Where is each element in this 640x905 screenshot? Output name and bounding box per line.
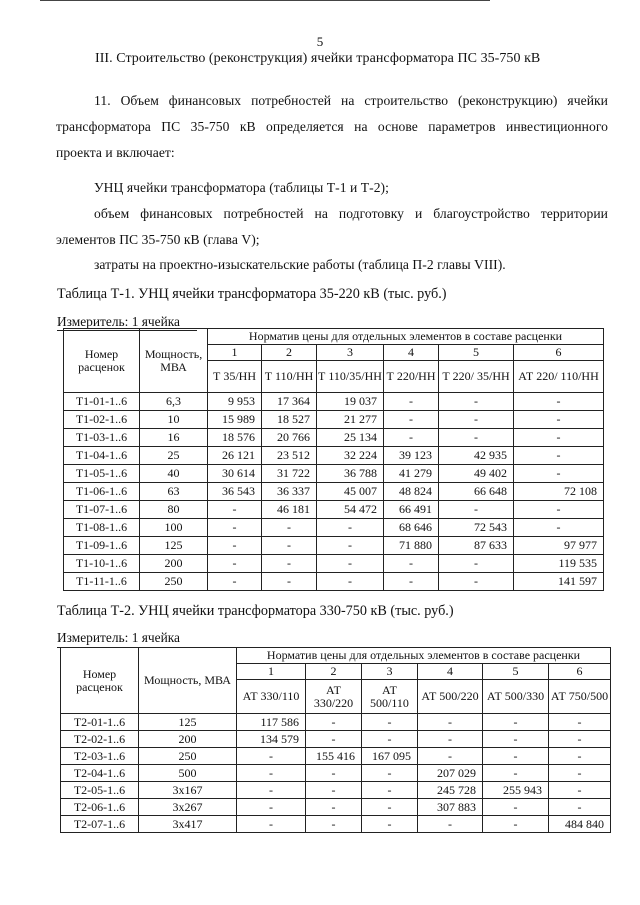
table2-header-power: Мощность, МВА <box>139 648 237 714</box>
table1-caption: Таблица Т-1. УНЦ ячейки трансформатора 35-220 кВ (тыс. руб.) <box>57 286 447 302</box>
table2-header-number: Номер расценок <box>61 648 139 714</box>
table2-col-index: 1 <box>237 664 306 680</box>
table1-unit: Измеритель: 1 ячейка <box>57 314 180 329</box>
price-cell: - <box>418 714 483 731</box>
rate-code-cell: Т1-02-1..6 <box>64 411 140 429</box>
price-cell: - <box>439 429 514 447</box>
power-cell: 125 <box>140 537 208 555</box>
price-cell: 36 788 <box>317 465 384 483</box>
rate-code-cell: Т2-05-1..6 <box>61 782 139 799</box>
price-cell: 54 472 <box>317 501 384 519</box>
price-cell: 18 527 <box>262 411 317 429</box>
list-item-2-line-1: объем финансовых потребностей на подготовку и благоустройство территории <box>94 206 608 221</box>
power-cell: 200 <box>140 555 208 573</box>
price-cell: 72 108 <box>514 483 604 501</box>
table1-col-type: АТ 220/ 110/НН <box>514 361 604 393</box>
price-cell: - <box>306 731 362 748</box>
table1-col-type: Т 220/НН <box>384 361 439 393</box>
price-cell: 245 728 <box>418 782 483 799</box>
rate-code-cell: Т1-03-1..6 <box>64 429 140 447</box>
table-row <box>64 555 604 573</box>
rate-code-cell: Т1-01-1..6 <box>64 393 140 411</box>
price-cell: - <box>384 393 439 411</box>
rate-code-cell: Т2-03-1..6 <box>61 748 139 765</box>
price-cell: - <box>418 748 483 765</box>
top-border-line <box>40 0 490 1</box>
list-item-3: затраты на проектно-изыскательские работы (таблица П-2 главы VIII). <box>94 257 506 272</box>
price-cell: - <box>384 411 439 429</box>
price-cell: - <box>384 555 439 573</box>
table-row <box>64 447 604 465</box>
price-cell: - <box>208 501 262 519</box>
price-cell: - <box>418 816 483 833</box>
power-cell: 16 <box>140 429 208 447</box>
list-item-1: УНЦ ячейки трансформатора (таблицы Т-1 и Т-2); <box>94 180 389 195</box>
table2-col-index: 2 <box>306 664 362 680</box>
price-cell: 72 543 <box>439 519 514 537</box>
price-cell: 484 840 <box>549 816 611 833</box>
price-cell: - <box>549 782 611 799</box>
rate-code-cell: Т1-11-1..6 <box>64 573 140 591</box>
table2-col-type: АТ 750/500 <box>549 680 611 714</box>
table2-header-group: Норматив цены для отдельных элементов в составе расценки <box>237 648 611 664</box>
page-number: 5 <box>316 34 324 49</box>
price-cell: 207 029 <box>418 765 483 782</box>
price-cell: - <box>514 519 604 537</box>
price-cell: - <box>317 555 384 573</box>
price-cell: - <box>362 765 418 782</box>
price-cell: 71 880 <box>384 537 439 555</box>
price-cell: - <box>483 799 549 816</box>
rate-code-cell: Т1-05-1..6 <box>64 465 140 483</box>
price-cell: 167 095 <box>362 748 418 765</box>
table1-col-type: Т 110/НН <box>262 361 317 393</box>
rate-code-cell: Т2-02-1..6 <box>61 731 139 748</box>
table1-header-number: Номер расценок <box>64 329 140 393</box>
table2-col-index: 4 <box>418 664 483 680</box>
table1-col-type: Т 110/35/НН <box>317 361 384 393</box>
table-row <box>64 537 604 555</box>
power-cell: 40 <box>140 465 208 483</box>
section-heading: III. Строительство (реконструкция) ячейки трансформатора ПС 35-750 кВ <box>95 51 541 66</box>
table1-col-index: 6 <box>514 345 604 361</box>
table2-col-type: АТ 500/330 <box>483 680 549 714</box>
price-cell: 255 943 <box>483 782 549 799</box>
power-cell: 63 <box>140 483 208 501</box>
table2 <box>60 647 611 833</box>
price-cell: - <box>362 782 418 799</box>
price-cell: 87 633 <box>439 537 514 555</box>
table-row <box>61 816 611 833</box>
list-item-2-line-2: элементов ПС 35-750 кВ (глава V); <box>56 232 260 247</box>
price-cell: 26 121 <box>208 447 262 465</box>
paragraph-line-1: 11. Объем финансовых потребностей на строительство (реконструкцию) ячейки <box>94 93 608 108</box>
price-cell: - <box>362 816 418 833</box>
table1-col-type: Т 35/НН <box>208 361 262 393</box>
price-cell: 155 416 <box>306 748 362 765</box>
price-cell: - <box>306 816 362 833</box>
price-cell: 18 576 <box>208 429 262 447</box>
price-cell: 49 402 <box>439 465 514 483</box>
price-cell: - <box>237 816 306 833</box>
rate-code-cell: Т1-06-1..6 <box>64 483 140 501</box>
rate-code-cell: Т1-04-1..6 <box>64 447 140 465</box>
price-cell: - <box>208 537 262 555</box>
price-cell: - <box>514 447 604 465</box>
price-cell: - <box>439 411 514 429</box>
rate-code-cell: Т2-07-1..6 <box>61 816 139 833</box>
price-cell: - <box>317 519 384 537</box>
price-cell: 20 766 <box>262 429 317 447</box>
price-cell: - <box>439 573 514 591</box>
table-row <box>61 782 611 799</box>
table-row <box>61 714 611 731</box>
price-cell: 42 935 <box>439 447 514 465</box>
price-cell: - <box>549 799 611 816</box>
power-cell: 250 <box>140 573 208 591</box>
price-cell: 134 579 <box>237 731 306 748</box>
price-cell: - <box>306 782 362 799</box>
table1 <box>63 328 604 591</box>
price-cell: - <box>483 765 549 782</box>
rate-code-cell: Т2-06-1..6 <box>61 799 139 816</box>
price-cell: 30 614 <box>208 465 262 483</box>
paragraph-line-2: трансформатора ПС 35-750 кВ определяется на основе параметров инвестиционного <box>56 119 608 134</box>
price-cell: 36 543 <box>208 483 262 501</box>
price-cell: 68 646 <box>384 519 439 537</box>
price-cell: - <box>208 573 262 591</box>
price-cell: - <box>514 429 604 447</box>
price-cell: 21 277 <box>317 411 384 429</box>
price-cell: - <box>306 799 362 816</box>
table2-col-index: 6 <box>549 664 611 680</box>
table-row <box>64 465 604 483</box>
price-cell: - <box>483 748 549 765</box>
price-cell: 36 337 <box>262 483 317 501</box>
price-cell: - <box>439 555 514 573</box>
price-cell: - <box>262 555 317 573</box>
price-cell: - <box>362 714 418 731</box>
price-cell: - <box>208 519 262 537</box>
price-cell: - <box>439 393 514 411</box>
price-cell: - <box>483 731 549 748</box>
price-cell: - <box>514 465 604 483</box>
price-cell: - <box>549 748 611 765</box>
price-cell: - <box>384 429 439 447</box>
price-cell: - <box>549 714 611 731</box>
power-cell: 3х167 <box>139 782 237 799</box>
power-cell: 500 <box>139 765 237 782</box>
price-cell: 117 586 <box>237 714 306 731</box>
table1-header-group: Норматив цены для отдельных элементов в составе расценки <box>208 329 604 345</box>
power-cell: 10 <box>140 411 208 429</box>
table2-col-type: АТ 330/220 <box>306 680 362 714</box>
rate-code-cell: Т1-08-1..6 <box>64 519 140 537</box>
table-row <box>64 501 604 519</box>
table2-col-type: АТ 500/220 <box>418 680 483 714</box>
power-cell: 100 <box>140 519 208 537</box>
price-cell: - <box>262 519 317 537</box>
price-cell: 307 883 <box>418 799 483 816</box>
table-row <box>64 519 604 537</box>
price-cell: 41 279 <box>384 465 439 483</box>
table-row <box>64 393 604 411</box>
price-cell: 48 824 <box>384 483 439 501</box>
table1-col-index: 4 <box>384 345 439 361</box>
price-cell: 15 989 <box>208 411 262 429</box>
power-cell: 3х267 <box>139 799 237 816</box>
power-cell: 250 <box>139 748 237 765</box>
table-row <box>64 573 604 591</box>
price-cell: - <box>549 731 611 748</box>
price-cell: - <box>514 393 604 411</box>
rate-code-cell: Т2-04-1..6 <box>61 765 139 782</box>
price-cell: - <box>237 765 306 782</box>
price-cell: 46 181 <box>262 501 317 519</box>
price-cell: - <box>418 731 483 748</box>
power-cell: 125 <box>139 714 237 731</box>
price-cell: - <box>384 573 439 591</box>
price-cell: 141 597 <box>514 573 604 591</box>
price-cell: - <box>208 555 262 573</box>
power-cell: 80 <box>140 501 208 519</box>
price-cell: - <box>439 501 514 519</box>
price-cell: 39 123 <box>384 447 439 465</box>
price-cell: 32 224 <box>317 447 384 465</box>
price-cell: 119 535 <box>514 555 604 573</box>
price-cell: - <box>483 816 549 833</box>
paragraph-line-3: проекта и включает: <box>56 145 175 160</box>
table1-col-index: 1 <box>208 345 262 361</box>
table-row <box>61 731 611 748</box>
price-cell: - <box>306 714 362 731</box>
table1-header-power: Мощность, МВА <box>140 329 208 393</box>
price-cell: 19 037 <box>317 393 384 411</box>
power-cell: 6,3 <box>140 393 208 411</box>
price-cell: - <box>514 411 604 429</box>
table2-col-index: 5 <box>483 664 549 680</box>
price-cell: 23 512 <box>262 447 317 465</box>
table-row <box>64 429 604 447</box>
price-cell: - <box>306 765 362 782</box>
price-cell: 9 953 <box>208 393 262 411</box>
table-row <box>61 799 611 816</box>
price-cell: - <box>317 537 384 555</box>
table2-col-index: 3 <box>362 664 418 680</box>
price-cell: 31 722 <box>262 465 317 483</box>
table-row <box>61 748 611 765</box>
table2-unit: Измеритель: 1 ячейка <box>57 630 180 645</box>
table2-col-type: АТ 330/110 <box>237 680 306 714</box>
power-cell: 25 <box>140 447 208 465</box>
power-cell: 200 <box>139 731 237 748</box>
table1-col-index: 3 <box>317 345 384 361</box>
table1-col-index: 5 <box>439 345 514 361</box>
price-cell: - <box>262 537 317 555</box>
table-row <box>61 765 611 782</box>
price-cell: - <box>237 748 306 765</box>
price-cell: - <box>514 501 604 519</box>
price-cell: 17 364 <box>262 393 317 411</box>
rate-code-cell: Т2-01-1..6 <box>61 714 139 731</box>
price-cell: 66 491 <box>384 501 439 519</box>
price-cell: - <box>549 765 611 782</box>
price-cell: - <box>262 573 317 591</box>
table-row <box>64 483 604 501</box>
rate-code-cell: Т1-09-1..6 <box>64 537 140 555</box>
table-row <box>64 411 604 429</box>
table1-col-index: 2 <box>262 345 317 361</box>
price-cell: - <box>237 799 306 816</box>
rate-code-cell: Т1-07-1..6 <box>64 501 140 519</box>
price-cell: 66 648 <box>439 483 514 501</box>
price-cell: - <box>362 731 418 748</box>
price-cell: - <box>237 782 306 799</box>
table2-caption: Таблица Т-2. УНЦ ячейки трансформатора 330-750 кВ (тыс. руб.) <box>57 603 454 619</box>
price-cell: - <box>362 799 418 816</box>
price-cell: - <box>317 573 384 591</box>
price-cell: 45 007 <box>317 483 384 501</box>
table1-col-type: Т 220/ 35/НН <box>439 361 514 393</box>
rate-code-cell: Т1-10-1..6 <box>64 555 140 573</box>
price-cell: 97 977 <box>514 537 604 555</box>
power-cell: 3х417 <box>139 816 237 833</box>
price-cell: 25 134 <box>317 429 384 447</box>
price-cell: - <box>483 714 549 731</box>
table2-col-type: АТ 500/110 <box>362 680 418 714</box>
